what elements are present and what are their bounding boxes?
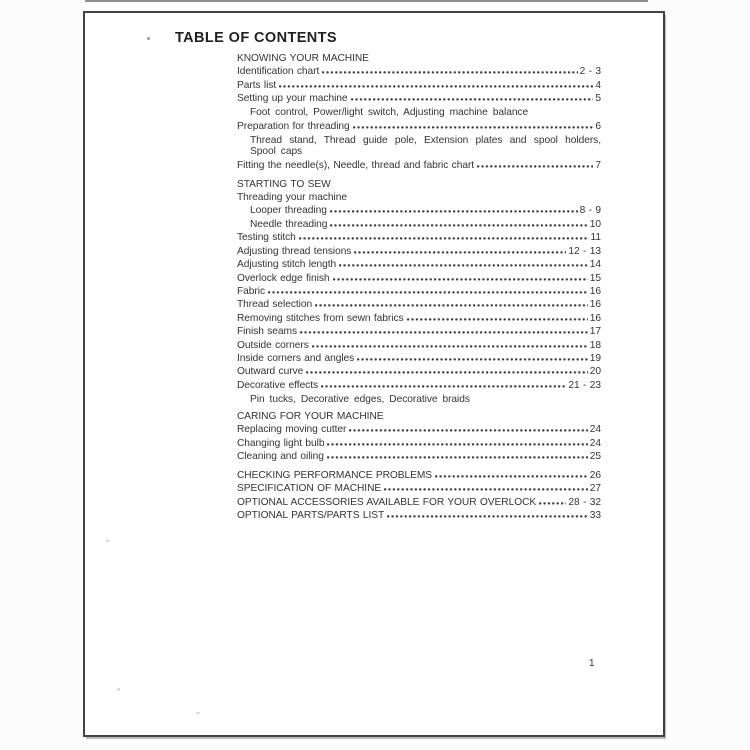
toc-entry-page: 10 [589, 218, 601, 230]
toc-entry-page: 25 [589, 451, 601, 463]
dotted-leader [315, 304, 588, 307]
dotted-leader [327, 456, 588, 459]
toc-section-label: STARTING TO SEW [237, 178, 331, 190]
dotted-leader [407, 318, 588, 321]
toc-entry-label: Identification chart [237, 66, 320, 78]
toc-entry-page: 7 [595, 160, 601, 172]
toc-entry-page: 27 [589, 483, 601, 495]
table-of-contents [237, 47, 601, 522]
toc-entry [237, 469, 601, 482]
toc-entry [237, 423, 601, 436]
toc-entry-page: 28 - 32 [568, 496, 601, 508]
scan-edge-line [85, 0, 648, 2]
toc-entry-label: Testing stitch [237, 232, 296, 244]
toc-entry [237, 285, 601, 298]
toc-entry-label: Threading your machine [237, 192, 347, 204]
toc-entry-page: 18 [589, 339, 601, 351]
toc-entry-page: 6 [595, 121, 601, 133]
toc-entry [237, 437, 601, 450]
dotted-leader [321, 385, 566, 388]
toc-entry-label: SPECIFICATION OF MACHINE [237, 483, 382, 495]
toc-entry-label: Needle threading [250, 218, 328, 230]
toc-entry-label: Outward curve [237, 366, 304, 378]
toc-entry-page: 16 [589, 299, 601, 311]
toc-entry-label: Fitting the needle(s), Needle, thread and fabric chart [237, 160, 475, 172]
toc-entry-page: 15 [589, 272, 601, 284]
toc-entry [237, 65, 601, 78]
toc-note [237, 107, 601, 118]
dotted-leader [384, 488, 588, 491]
dotted-leader [330, 224, 587, 227]
dotted-leader [354, 251, 566, 254]
toc-note-line: Foot control, Power/light switch, Adjusting machine balance [250, 107, 529, 119]
toc-entry [237, 312, 601, 325]
toc-entry-page: 11 [590, 232, 601, 244]
toc-entry-page: 21 - 23 [568, 379, 601, 391]
toc-entry [237, 120, 601, 133]
dotted-leader [539, 502, 566, 505]
toc-entry-label: Overlock edge finish [237, 272, 330, 284]
dotted-leader [299, 237, 589, 240]
scan-speck [147, 37, 150, 40]
dotted-leader [279, 85, 593, 88]
toc-entry-page: 19 [589, 352, 601, 364]
manual-page [83, 11, 665, 737]
toc-entry-page: 24 [589, 424, 601, 436]
toc-entry [237, 272, 601, 285]
scan-speck [196, 712, 200, 714]
toc-note-line: Thread stand, Thread guide pole, Extension plates and spool holders, [250, 134, 601, 146]
toc-entry [237, 482, 601, 495]
dotted-leader [353, 126, 594, 129]
toc-entry-page: 5 [595, 93, 601, 105]
toc-entry-page: 33 [589, 509, 601, 521]
toc-entry-label: Fabric [237, 285, 266, 297]
toc-note-line: Spool caps [250, 146, 303, 158]
page-title: TABLE OF CONTENTS [175, 30, 337, 46]
toc-entry-label: Setting up your machine [237, 93, 348, 105]
dotted-leader [312, 345, 588, 348]
scan-speck [117, 688, 120, 691]
toc-entry-page: 24 [589, 437, 601, 449]
toc-entry-page: 4 [595, 79, 601, 91]
toc-entry [237, 79, 601, 92]
dotted-leader [330, 210, 578, 213]
toc-entry-label: Inside corners and angles [237, 352, 355, 364]
dotted-leader [357, 358, 588, 361]
toc-entry [237, 258, 601, 271]
dotted-leader [477, 165, 593, 168]
dotted-leader [349, 429, 587, 432]
toc-entry-label: Thread selection [237, 299, 313, 311]
dotted-leader [333, 278, 588, 281]
toc-note [237, 394, 601, 405]
toc-entry [237, 92, 601, 105]
toc-entry-page: 17 [589, 326, 601, 338]
toc-note [237, 135, 601, 158]
toc-entry [237, 325, 601, 338]
toc-entry-label: Decorative effects [237, 379, 319, 391]
toc-section-label: KNOWING YOUR MACHINE [237, 53, 369, 64]
toc-entry-page: 8 - 9 [579, 205, 601, 217]
toc-entry [237, 191, 601, 204]
toc-section-header [237, 178, 601, 191]
page-number: 1 [589, 658, 595, 669]
dotted-leader [322, 71, 577, 74]
toc-entry [237, 204, 601, 217]
toc-entry [237, 218, 601, 231]
dotted-leader [351, 98, 594, 101]
toc-section-header [237, 52, 601, 65]
toc-note-line: Pin tucks, Decorative edges, Decorative braids [250, 393, 470, 405]
toc-entry [237, 339, 601, 352]
dotted-leader [268, 291, 588, 294]
toc-entry-label: Replacing moving cutter [237, 424, 347, 436]
dotted-leader [306, 371, 588, 374]
toc-entry [237, 159, 601, 172]
toc-entry [237, 379, 601, 392]
toc-entry-label: Outside corners [237, 339, 309, 351]
toc-entry [237, 298, 601, 311]
toc-entry [237, 450, 601, 463]
dotted-leader [435, 475, 588, 478]
toc-entry [237, 245, 601, 258]
toc-entry-label: Looper threading [250, 205, 327, 217]
toc-entry [237, 365, 601, 378]
scan-speck [106, 540, 109, 542]
toc-entry-page: 2 - 3 [579, 66, 601, 78]
toc-entry-label: Removing stitches from sewn fabrics [237, 312, 404, 324]
dotted-leader [339, 264, 588, 267]
dotted-leader [300, 331, 588, 334]
toc-entry-label: Finish seams [237, 326, 298, 338]
toc-entry [237, 352, 601, 365]
toc-entry-label: Preparation for threading [237, 121, 350, 133]
toc-entry-label: Adjusting thread tensions [237, 245, 352, 257]
toc-entry [237, 231, 601, 244]
dotted-leader [387, 515, 588, 518]
toc-entry-page: 20 [589, 366, 601, 378]
toc-entry-page: 16 [589, 312, 601, 324]
toc-entry-label: OPTIONAL PARTS/PARTS LIST [237, 509, 385, 521]
toc-entry-label: OPTIONAL ACCESSORIES AVAILABLE FOR YOUR OVERLOCK [237, 496, 537, 508]
toc-entry-page: 14 [589, 259, 601, 271]
toc-entry-page: 12 - 13 [568, 245, 601, 257]
toc-section-label: CARING FOR YOUR MACHINE [237, 411, 384, 423]
toc-entry-label: CHECKING PERFORMANCE PROBLEMS [237, 469, 433, 481]
toc-entry-label: Cleaning and oiling [237, 451, 324, 463]
toc-entry-label: Parts list [237, 79, 277, 91]
toc-entry-label: Changing light bulb [237, 437, 325, 449]
dotted-leader [327, 443, 587, 446]
toc-entry-label: Adjusting stitch length [237, 259, 337, 271]
toc-entry-page: 16 [589, 285, 601, 297]
toc-section-header [237, 410, 601, 423]
toc-entry [237, 509, 601, 522]
toc-entry [237, 496, 601, 509]
toc-entry-page: 26 [589, 469, 601, 481]
